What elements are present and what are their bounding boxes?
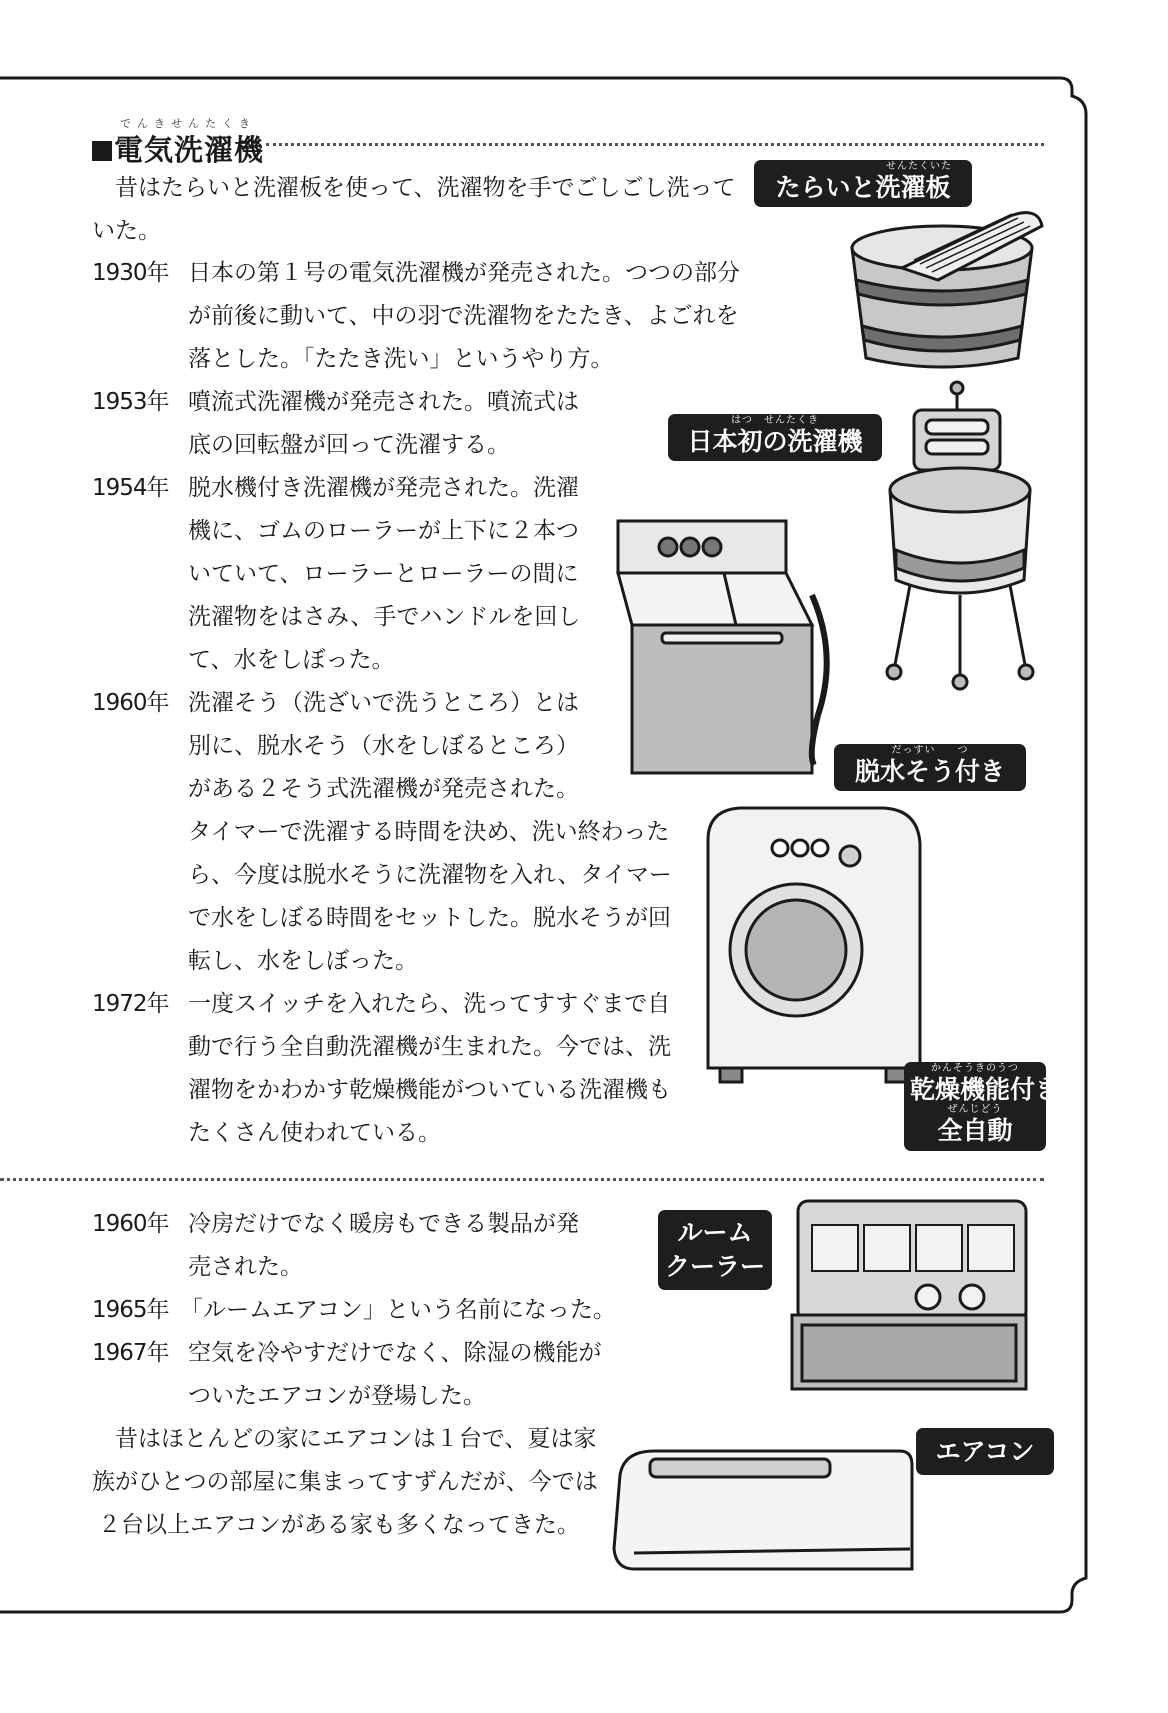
entry-1972-line-2: 動で行う全自動洗濯機が生まれた。今では、洗 <box>188 1034 671 1060</box>
section-heading <box>92 128 264 169</box>
entry-1953-line-2: 底の回転盤が回って洗濯する。 <box>188 432 510 458</box>
entry-1954-line-2: 機に、ゴムのローラーが上下に２本つ <box>188 518 579 544</box>
label-kansou-line-2: 全自動 <box>937 1116 1013 1146</box>
entry-1960-line-4: タイマーで洗濯する時間を決め、洗い終わった <box>188 819 670 845</box>
label-room-line-2: クーラー <box>664 1251 765 1281</box>
label-dassui-text: 脱水そう付き <box>854 757 1005 786</box>
section-divider <box>0 1178 1044 1181</box>
entry-1954-line-5: て、水をしぼった。 <box>188 647 395 673</box>
label-kansou <box>904 1062 1061 1151</box>
aircon-1965-line-1: 「ルームエアコン」という名前になった。 <box>180 1297 616 1323</box>
label-first-text: 日本初の洗濯機 <box>687 427 863 456</box>
label-dassui <box>834 744 1026 791</box>
label-room-cooler <box>658 1210 772 1290</box>
aircon-1967-line-2: ついたエアコンが登場した。 <box>188 1383 486 1409</box>
label-kansou-ruby: かんそうきのうつ <box>931 1063 1019 1074</box>
label-tarai-text: たらいと洗濯板 <box>775 173 951 202</box>
entry-1954-line-1: 脱水機付き洗濯機が発売された。洗濯 <box>188 475 579 501</box>
label-aircon-text: エアコン <box>935 1437 1035 1466</box>
entry-1960-line-7: 転し、水をしぼった。 <box>188 948 418 974</box>
label-first-ruby: はつ せんたくき <box>731 415 819 426</box>
entry-1930-line-3: 落とした。「たたき洗い」というやり方。 <box>188 346 614 372</box>
year-1960-aircon: 1960年 <box>92 1211 169 1237</box>
year-1965: 1965年 <box>92 1297 169 1323</box>
outro-line-3: ２台以上エアコンがある家も多くなってきた。 <box>98 1512 580 1538</box>
entry-1972-line-4: たくさん使われている。 <box>188 1120 441 1146</box>
aircon-1960-line-2: 売された。 <box>188 1254 303 1280</box>
year-1972: 1972年 <box>92 991 169 1017</box>
section-title: 電気洗濯機 <box>114 133 265 167</box>
heading-ruby: でんきせんたくき <box>120 117 256 130</box>
label-dassui-ruby: だっすい つ <box>891 745 969 756</box>
first-washer-illustration <box>880 380 1040 690</box>
year-1953: 1953年 <box>92 389 169 415</box>
entry-1972-line-3: 濯物をかわかす乾燥機能がついている洗濯機も <box>188 1077 671 1103</box>
entry-1954-line-4: 洗濯物をはさみ、手でハンドルを回し <box>188 604 581 630</box>
entry-1972-line-1: 一度スイッチを入れたら、洗ってすすぐまで自 <box>188 991 671 1017</box>
entry-1960-line-5: ら、今度は脱水そうに洗濯物を入れ、タイマー <box>188 862 672 888</box>
entry-1960-line-1: 洗濯そう（洗ざいで洗うところ）とは <box>188 690 579 716</box>
label-room-line-1: ルーム <box>677 1218 753 1247</box>
label-kansou-line-1: 乾燥機能付き <box>910 1075 1061 1104</box>
entry-1930-line-2: が前後に動いて、中の羽で洗濯物をたたき、よごれを <box>188 303 739 329</box>
outro-line-2: 族がひとつの部屋に集まってすずんだが、今では <box>92 1469 598 1495</box>
year-1930: 1930年 <box>92 260 169 286</box>
square-bullet-icon <box>92 141 112 161</box>
room-cooler-illustration <box>778 1195 1030 1395</box>
label-aircon <box>916 1428 1054 1475</box>
tub-washboard-illustration <box>842 208 1052 378</box>
entry-1960-line-3: がある２そう式洗濯機が発売された。 <box>188 776 579 802</box>
year-1960-washer: 1960年 <box>92 690 169 716</box>
intro-line-2: いた。 <box>92 218 161 244</box>
year-1967: 1967年 <box>92 1340 169 1366</box>
label-first-washer <box>668 414 882 461</box>
outro-line-1: 昔はほとんどの家にエアコンは１台で、夏は家 <box>115 1426 597 1452</box>
label-tarai <box>754 160 972 207</box>
label-tarai-ruby: せんたくいた <box>886 161 952 172</box>
drum-washer-illustration <box>700 800 930 1090</box>
aircon-1960-line-1: 冷房だけでなく暖房もできる製品が発 <box>188 1211 579 1237</box>
air-conditioner-illustration <box>610 1445 915 1575</box>
intro-line-1: 昔はたらいと洗濯板を使って、洗濯物を手でごしごし洗って <box>115 175 736 201</box>
heading-divider <box>266 143 1044 146</box>
year-1954: 1954年 <box>92 475 169 501</box>
entry-1930-line-1: 日本の第１号の電気洗濯機が発売された。つつの部分 <box>188 260 740 286</box>
twin-tub-illustration <box>612 515 842 785</box>
entry-1954-line-3: いていて、ローラーとローラーの間に <box>188 561 579 587</box>
entry-1953-line-1: 噴流式洗濯機が発売された。噴流式は <box>188 389 579 415</box>
label-kansou-ruby-2: ぜんじどう <box>947 1104 1003 1116</box>
entry-1960-line-6: で水をしぼる時間をセットした。脱水そうが回 <box>188 905 671 931</box>
entry-1960-line-2: 別に、脱水そう（水をしぼるところ） <box>188 733 579 759</box>
aircon-1967-line-1: 空気を冷やすだけでなく、除湿の機能が <box>188 1340 602 1366</box>
